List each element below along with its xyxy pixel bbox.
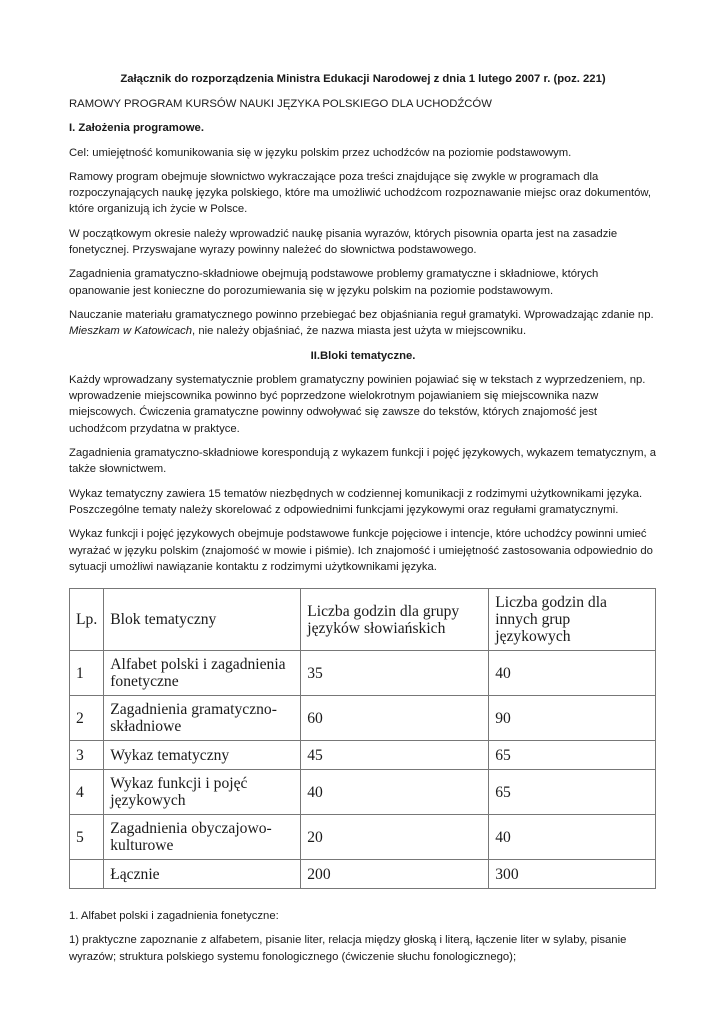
text-before: Nauczanie materiału gramatycznego powinno przebiegać bez objaśniania reguł gramatyki. Wprowadzając zdanie np. (69, 308, 654, 321)
document-body (69, 72, 657, 973)
block-name: Zagadnienia gramatyczno-składniowe (104, 696, 301, 741)
row-number: 5 (70, 815, 104, 860)
table-row (70, 741, 656, 770)
example-sentence: Mieszkam w Katowicach (69, 325, 193, 338)
row-number: 1 (70, 651, 104, 696)
block-name: Wykaz tematyczny (104, 741, 301, 770)
block-name: Wykaz funkcji i pojęć językowych (104, 770, 301, 815)
total-other: 300 (489, 860, 656, 889)
hours-other: 65 (489, 770, 656, 815)
section1-heading: I. Założenia programowe. (69, 122, 204, 135)
section2-paragraph: Wykaz funkcji i pojęć językowych obejmuje podstawowe funkcje pojęciowe i intencje, które uchodźcy powinni umieć wyrażać w języku polskim (znajomość w mowie i piśmie). Ich znajomość i umiejętność zastosowania odpowiednio do sytuacji umożliwi nawiązanie kontaktu z rodzimymi użytkownikami języka. (69, 528, 653, 573)
hours-other: 65 (489, 741, 656, 770)
row-number: 2 (70, 696, 104, 741)
section2-paragraph: Każdy wprowadzany systematycznie problem gramatyczny powinien pojawiać się w tekstach z wyprzedzeniem, np. wprowadzenie miejscownika powinno być poprzedzone wielokrotnym pojawianiem się miejscownika nazw miejscowych. Ćwiczenia gramatyczne powinny odwoływać się zawsze do tekstów, których znajomość jest uchodźcom przydatna w praktyce. (69, 373, 646, 435)
table-row (70, 696, 656, 741)
hours-slavic: 35 (301, 651, 489, 696)
section1-paragraph: W początkowym okresie należy wprowadzić naukę pisania wyrazów, których pisownia oparta jest na zasadzie fonetycznej. Przyswajane wyrazy powinny należeć do słownictwa podstawowego. (69, 227, 618, 257)
header-cell: Blok tematyczny (104, 589, 301, 651)
row-number (70, 860, 104, 889)
hours-slavic: 20 (301, 815, 489, 860)
row-number: 4 (70, 770, 104, 815)
hours-slavic: 60 (301, 696, 489, 741)
subsection-item: 1) praktyczne zapoznanie z alfabetem, pisanie liter, relacja między głoską i literą, łączenie liter w sylaby, pisanie wyrazów; struktura polskiego systemu fonologicznego (ćwiczenie słuchu fonologicznego); (69, 934, 627, 963)
section2-paragraph: Wykaz tematyczny zawiera 15 tematów niezbędnych w codziennej komunikacji z rodzimymi użytkownikami języka. Poszczególne tematy należy skorelować z odpowiednimi funkcjami językowymi oraz regułami gramatycznymi. (69, 487, 643, 516)
section2-paragraph: Zagadnienia gramatyczno-składniowe korespondują z wykazem funkcji i pojęć językowych, wykazem tematycznym, a także słownictwem. (69, 447, 657, 476)
program-title: RAMOWY PROGRAM KURSÓW NAUKI JĘZYKA POLSKIEGO DLA UCHODŹCÓW (69, 98, 492, 110)
section1-paragraph: Ramowy program obejmuje słownictwo wykraczające poza treści znajdujące się zwykle w programach dla rozpoczynających naukę języka polskiego, które ma umożliwić uchodźcom rozpoznawanie miejsc oraz dokumentów, które organizują ich życie w Polsce. (69, 170, 652, 216)
block-name: Alfabet polski i zagadnienia fonetyczne (104, 651, 301, 696)
row-number: 3 (70, 741, 104, 770)
section2-heading: II.Bloki tematyczne. (310, 349, 416, 362)
subsection-heading: 1. Alfabet polski i zagadnienia fonetyczne: (69, 910, 279, 923)
header-cell: Liczba godzin dla grupy języków słowiańskich (301, 589, 489, 651)
table-header-row (70, 589, 656, 651)
total-label: Łącznie (104, 860, 301, 889)
table-total-row (70, 860, 656, 889)
hours-slavic: 40 (301, 770, 489, 815)
thematic-blocks-table (69, 588, 656, 889)
hours-slavic: 45 (301, 741, 489, 770)
table-row (70, 815, 656, 860)
hours-other: 90 (489, 696, 656, 741)
hours-other: 40 (489, 651, 656, 696)
table-row (70, 651, 656, 696)
total-slavic: 200 (301, 860, 489, 889)
header-cell: Lp. (70, 589, 104, 651)
header-cell: Liczba godzin dla innych grup językowych (489, 589, 656, 651)
table-row (70, 770, 656, 815)
hours-other: 40 (489, 815, 656, 860)
regulation-header: Załącznik do rozporządzenia Ministra Edukacji Narodowej z dnia 1 lutego 2007 r. (poz. 221) (120, 73, 606, 85)
section1-last-paragraph (69, 307, 657, 340)
section1-paragraph: Cel: umiejętność komunikowania się w języku polskim przez uchodźców na poziomie podstawowym. (69, 146, 572, 159)
block-name: Zagadnienia obyczajowo-kulturowe (104, 815, 301, 860)
text-after: , nie należy objaśniać, że nazwa miasta jest użyta w miejscowniku. (192, 325, 527, 338)
section1-paragraph: Zagadnienia gramatyczno-składniowe obejmują podstawowe problemy gramatyczne i składniowe, których opanowanie jest konieczne do porozumiewania się w języku polskim na poziomie podstawowym. (69, 268, 599, 297)
